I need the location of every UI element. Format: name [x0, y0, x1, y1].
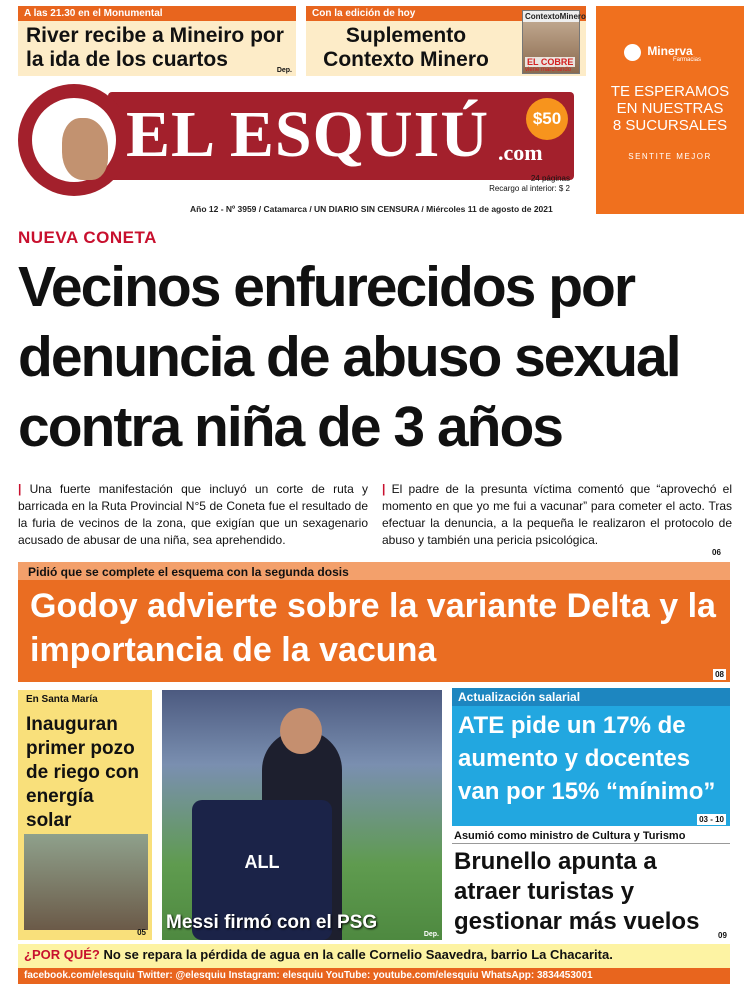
ate-headline[interactable]: ATE pide un 17% de aumento y docentes van por 15% “mínimo” [458, 712, 716, 805]
newspaper-dotcom: .com [498, 140, 543, 165]
teaser-river[interactable] [18, 6, 296, 76]
shirt-text: ALL [244, 852, 280, 872]
supplement-thumb-headline: EL COBRE [527, 57, 574, 67]
ate-story[interactable] [452, 688, 730, 826]
page-number: 08 [715, 670, 724, 679]
logo-figure [62, 118, 108, 180]
ad-slogan: SENTITE MEJOR [628, 152, 712, 161]
teaser-headline[interactable]: River recibe a Mineiro por la ida de los cuartos [26, 24, 284, 71]
bullet-bar: | [18, 482, 30, 496]
teaser-kicker: A las 21.30 en el Monumental [18, 6, 296, 21]
summary-left [18, 481, 368, 549]
brunello-headline[interactable]: Brunello apunta a atraer turistas y gestionar más vuelos [454, 848, 700, 935]
section-label: NUEVA CONETA [18, 228, 157, 247]
page-count: 24 páginas [530, 174, 570, 183]
logo-inner [32, 98, 116, 182]
page-info [489, 174, 570, 194]
price-badge: $50 [526, 98, 568, 140]
ad-line: TE ESPERAMOS [610, 83, 730, 100]
messi-head [280, 708, 322, 754]
page-reference: Dep. [276, 67, 292, 74]
santa-maria-kicker: En Santa María [26, 694, 98, 705]
bullet-bar: | [382, 482, 392, 496]
summary-text: El padre de la presunta víctima comentó que “aprovechó el momento en que yo me fui a vacunar” para cometer el acto. Tras efectuar la denuncia, a la pequeña le realizaron el protocolo de abuso y también una pericia psicológica. [382, 482, 732, 547]
ad-brand: Minerva [647, 44, 693, 58]
dateline: Año 12 - Nº 3959 / Catamarca / UN DIARIO SIN CENSURA / Miércoles 11 de agosto de 2021 [190, 204, 553, 214]
messi-photo-story[interactable] [162, 690, 442, 940]
teaser-contexto-minero[interactable] [306, 6, 586, 76]
page-number: 06 [712, 548, 721, 557]
santa-maria-story[interactable] [18, 690, 152, 940]
por-que-label: ¿POR QUÉ? [24, 947, 100, 962]
page-number: 05 [137, 928, 146, 937]
solar-well-photo [24, 834, 148, 930]
minerva-logo-icon [624, 44, 641, 61]
ad-line: EN NUESTRAS [616, 100, 724, 117]
supplement-thumb-title: ContextoMinero [525, 12, 586, 21]
godoy-headline[interactable]: Godoy advierte sobre la variante Delta y la importancia de la vacuna [30, 587, 716, 669]
surcharge: Recargo al interior: $ 2 [489, 184, 570, 193]
summary-right [382, 481, 732, 549]
masthead[interactable] [18, 84, 588, 214]
supplement-thumb-sub: viene marchando [525, 67, 572, 73]
page-reference: Dep. [423, 931, 439, 938]
teaser-kicker: Con la edición de hoy [306, 6, 586, 21]
godoy-story[interactable] [18, 562, 730, 682]
newspaper-logo-icon [18, 84, 130, 196]
por-que-bar[interactable] [18, 944, 730, 968]
summary-text: Una fuerte manifestación que incluyó un corte de ruta y barricada en la Ruta Provincial N°5 de Coneta fue el resultado de la furia de vecinos de la zona, que exigían que un sexagenario acusado de abusar de una niña, sea aprehendido. [18, 482, 368, 547]
godoy-kicker: Pidió que se complete el esquema con la segunda dosis [18, 562, 730, 580]
supplement-thumbnail [522, 10, 586, 74]
messi-caption[interactable]: Messi firmó con el PSG [166, 912, 378, 933]
minerva-ad[interactable] [596, 6, 744, 214]
ate-kicker: Actualización salarial [452, 688, 730, 706]
page-number: 03 - 10 [699, 815, 724, 824]
brunello-kicker: Asumió como ministro de Cultura y Turismo [452, 829, 730, 844]
ad-line: 8 SUCURSALES [612, 117, 728, 134]
newspaper-title[interactable]: EL ESQUIÚ [126, 98, 489, 171]
ad-brand-sub: Farmacias [672, 57, 701, 63]
por-que-text: No se repara la pérdida de agua en la calle Cornelio Saavedra, barrio La Chacarita. [103, 947, 613, 962]
main-headline[interactable]: Vecinos enfurecidos por denuncia de abuso sexual contra niña de 3 años [18, 255, 680, 459]
teaser-headline[interactable]: Suplemento Contexto Minero [323, 24, 489, 71]
page-number: 09 [718, 931, 727, 940]
santa-maria-headline[interactable]: Inauguran primer pozo de riego con energía solar [26, 714, 139, 831]
social-links-bar[interactable]: facebook.com/elesquiu Twitter: @elesquiu Instagram: elesquiu YouTube: youtube.com/elesquiu WhatsApp: 3834453001 [18, 968, 730, 984]
